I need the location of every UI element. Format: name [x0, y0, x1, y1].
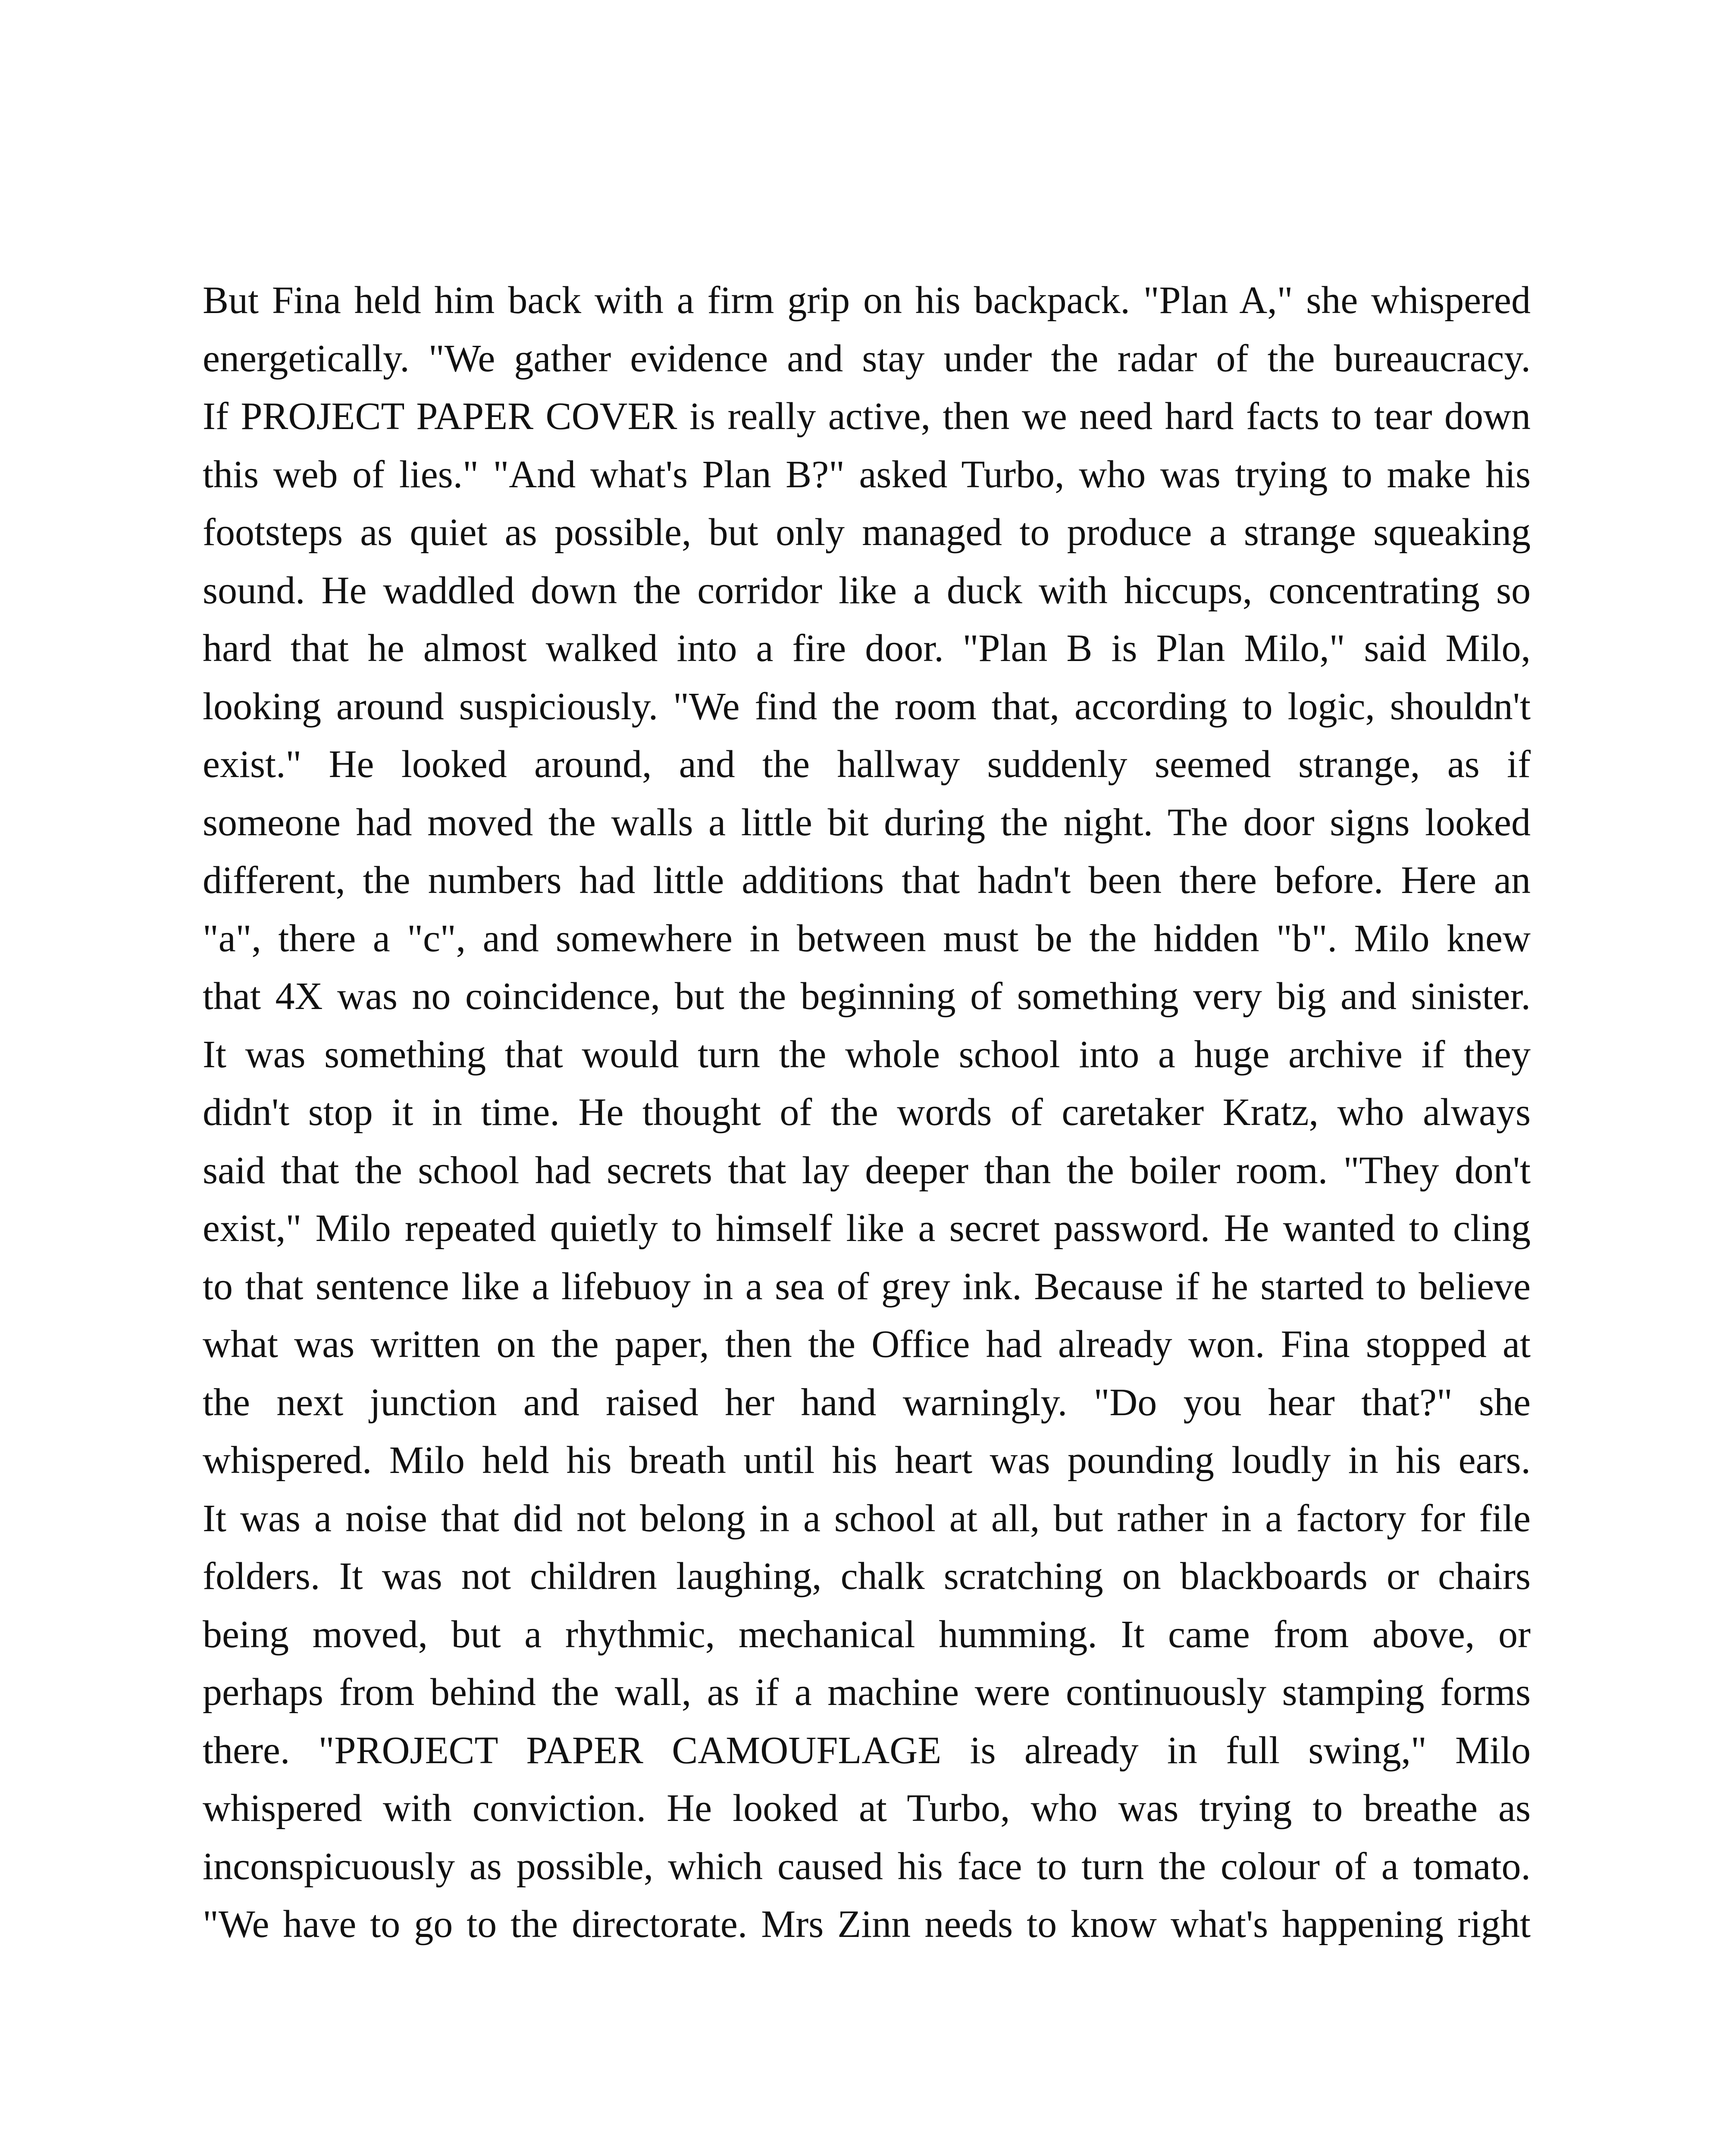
- text-line-10: someone had moved the walls a little bit during the night. The door signs looked: [203, 801, 1531, 844]
- text-line-6: sound. He waddled down the corridor like a duck with hiccups, concentrating so: [203, 569, 1531, 612]
- text-line-11: different, the numbers had little additions that hadn't been there before. Here an: [203, 859, 1531, 902]
- text-line-26: there. "PROJECT PAPER CAMOUFLAGE is already in full swing," Milo: [203, 1729, 1531, 1772]
- text-line-29: "We have to go to the directorate. Mrs Zinn needs to know what's happening right: [203, 1903, 1531, 1946]
- text-line-3: If PROJECT PAPER COVER is really active, then we need hard facts to tear down: [203, 395, 1531, 438]
- body-text: [203, 272, 1531, 1954]
- text-line-1: But Fina held him back with a firm grip on his backpack. "Plan A," she whispered: [203, 279, 1531, 322]
- text-line-4: this web of lies." "And what's Plan B?" asked Turbo, who was trying to make his: [203, 453, 1531, 496]
- text-line-14: It was something that would turn the whole school into a huge archive if they: [203, 1033, 1531, 1076]
- text-line-25: perhaps from behind the wall, as if a machine were continuously stamping forms: [203, 1671, 1531, 1714]
- text-line-18: to that sentence like a lifebuoy in a sea of grey ink. Because if he started to believe: [203, 1265, 1531, 1308]
- text-line-27: whispered with conviction. He looked at Turbo, who was trying to breathe as: [203, 1787, 1531, 1830]
- text-line-19: what was written on the paper, then the Office had already won. Fina stopped at: [203, 1323, 1531, 1366]
- text-line-15: didn't stop it in time. He thought of the words of caretaker Kratz, who always: [203, 1091, 1531, 1134]
- text-line-24: being moved, but a rhythmic, mechanical humming. It came from above, or: [203, 1613, 1531, 1656]
- text-line-23: folders. It was not children laughing, chalk scratching on blackboards or chairs: [203, 1555, 1531, 1598]
- text-line-2: energetically. "We gather evidence and stay under the radar of the bureaucracy.: [203, 337, 1531, 380]
- text-line-21: whispered. Milo held his breath until his heart was pounding loudly in his ears.: [203, 1439, 1531, 1482]
- text-line-28: inconspicuously as possible, which caused his face to turn the colour of a tomato.: [203, 1845, 1531, 1888]
- text-line-20: the next junction and raised her hand warningly. "Do you hear that?" she: [203, 1381, 1531, 1424]
- text-line-17: exist," Milo repeated quietly to himself like a secret password. He wanted to cling: [203, 1207, 1531, 1250]
- text-line-16: said that the school had secrets that lay deeper than the boiler room. "They don't: [203, 1149, 1531, 1192]
- text-line-12: "a", there a "c", and somewhere in between must be the hidden "b". Milo knew: [203, 917, 1531, 960]
- text-line-8: looking around suspiciously. "We find the room that, according to logic, shouldn't: [203, 685, 1531, 728]
- text-line-5: footsteps as quiet as possible, but only managed to produce a strange squeaking: [203, 511, 1531, 554]
- text-line-22: It was a noise that did not belong in a school at all, but rather in a factory for file: [203, 1497, 1531, 1540]
- text-line-13: that 4X was no coincidence, but the beginning of something very big and sinister.: [203, 975, 1531, 1018]
- text-line-7: hard that he almost walked into a fire door. "Plan B is Plan Milo," said Milo,: [203, 627, 1531, 670]
- text-line-9: exist." He looked around, and the hallway suddenly seemed strange, as if: [203, 743, 1531, 786]
